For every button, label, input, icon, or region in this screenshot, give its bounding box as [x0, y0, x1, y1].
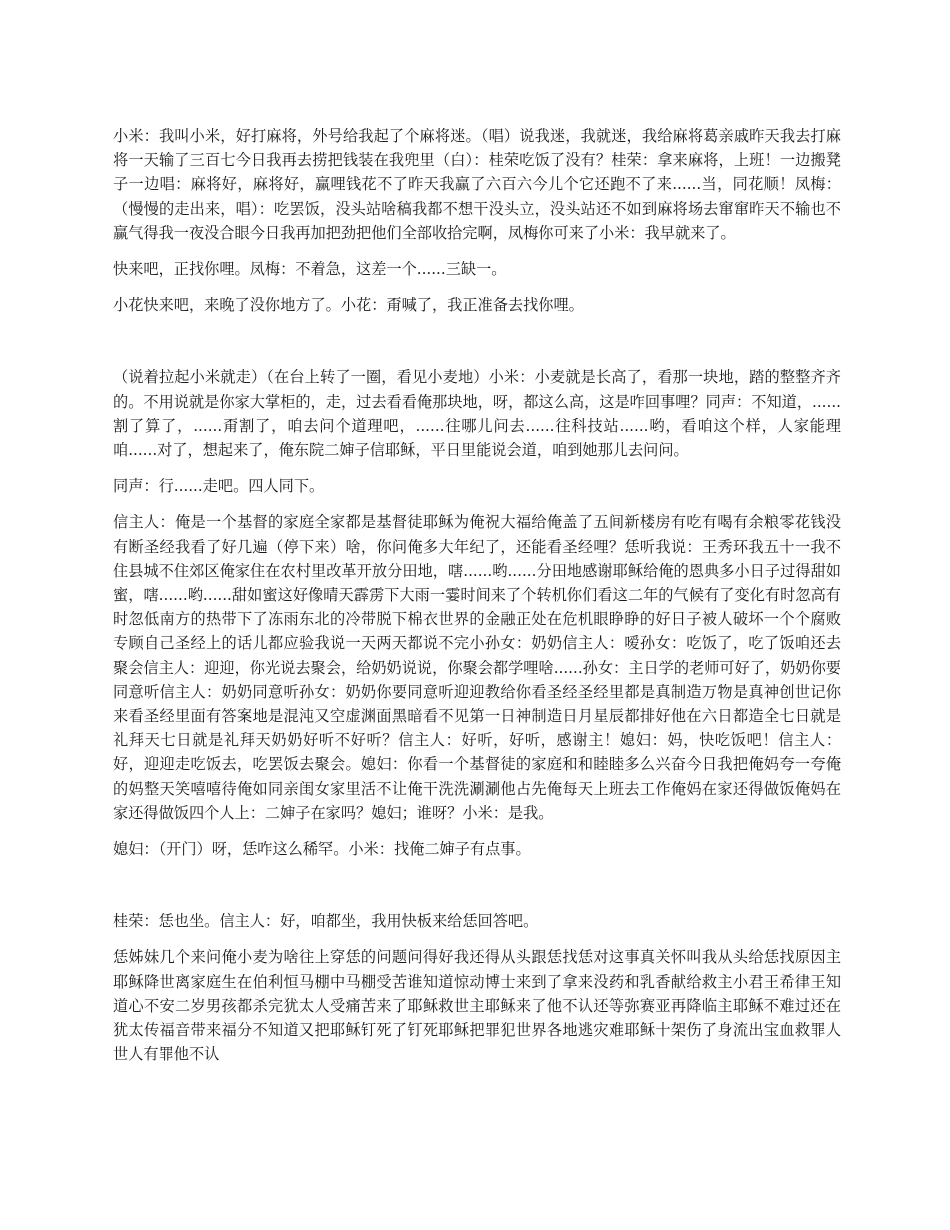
paragraph-6: 信主人：俺是一个基督的家庭全家都是基督徒耶稣为俺祝大福给俺盖了五间新楼房有吃有喝有余粮零花钱没有断圣经我看了好几遍（停下来）啥，你问俺多大年纪了，还能看圣经哩？恁听我说：王秀环我五十一我不住县城不住郊区俺家住在农村里改革开放分田地，嗐......哟......分田地感谢耶稣给俺的恩典多小日子过得甜如蜜，嗐......哟......甜如蜜这好像晴天霹雳下大雨一霎时间来了个转机你们看这二年的气候有了变化有时忽高有时忽低南方的热带下了冻雨东北的冷带脱下棉衣世界的金融正处在危机眼睁睁的好日子被人破坏一个个腐败专顾自己圣经上的话儿都应验我说一天两天都说不完小孙女：奶奶信主人：嗳孙女：吃饭了，吃了饭咱还去聚会信主人：迎迎，你光说去聚会，给奶奶说说，你聚会都学哩啥......孙女：主日学的老师可好了，奶奶你要同意听信主人：奶奶同意听孙女：奶奶你要同意听迎迎教给你看圣经圣经里都是真制造万物是真神创世记你来看圣经里面有答案地是混沌又空虚渊面黑暗看不见第一日神制造日月星辰都排好他在六日都造全七日就是礼拜天七日就是礼拜天奶奶好听不好听？信主人：好听，好听，感谢主！媳妇：妈，快吃饭吧！信主人：好，迎迎走吃饭去，吃罢饭去聚会。媳妇：你看一个基督徒的家庭和和睦睦多么兴奋今日我把俺妈夸一夸俺的妈整天笑嘻嘻待俺如同亲闺女家里活不让俺干洗洗涮涮他占先俺每天上班去工作俺妈在家还得做饭俺妈在家还得做饭四个人上：二婶子在家吗？媳妇；谁呀？小米：是我。	[113, 513, 841, 822]
document-page	[113, 124, 841, 1079]
paragraph-3: 小花快来吧，来晚了没你地方了。小花：甭喊了，我正准备去找你哩。	[113, 296, 584, 315]
paragraph-1: 小米：我叫小米，好打麻将，外号给我起了个麻将迷。（唱）说我迷，我就迷，我给麻将葛亲戚昨天我去打麻将一天输了三百七今日我再去捞把钱装在我兜里（白）：桂荣吃饭了没有？桂荣：拿来麻将，上班！一边搬凳子一边唱：麻将好，麻将好，赢哩钱花不了昨天我赢了六百六今儿个它还跑不了来......当，同花顺！凤梅：（慢慢的走出来，唱）：吃罢饭，没头站啥稿我都不想干没头立，没头站还不如到麻将场去窜窜昨天不输也不赢气得我一夜没合眼今日我再加把劲把他们全部收拾完啊，凤梅你可来了小米：我早就来了。	[113, 127, 841, 242]
paragraph-9: 恁姊妹几个来问俺小麦为啥往上穿恁的问题问得好我还得从头跟恁找恁对这事真关怀叫我从头给恁找原因主耶稣降世离家庭生在伯利恒马棚中马棚受苦谁知道惊动博士来到了拿来没药和乳香献给救主小君王希律王知道心不安二岁男孩都杀完犹太人受痛苦来了耶稣救世主耶稣来了他不认还等弥赛亚再降临主耶稣不难过还在犹太传福音带来福分不知道又把耶稣钉死了钉死耶稣把罪犯世界各地逃灾难耶稣十架伤了身流出宝血救罪人世人有罪他不认	[113, 948, 841, 1064]
paragraph-2: 快来吧，正找你哩。凤梅：不着急，这差一个......三缺一。	[113, 260, 507, 279]
section-gap	[113, 873, 841, 909]
paragraph-8: 桂荣：恁也坐。信主人：好，咱都坐，我用快板来给恁回答吧。	[113, 912, 539, 931]
paragraph-5: 同声：行......走吧。四人同下。	[113, 477, 325, 496]
section-gap	[113, 329, 841, 365]
paragraph-7: 媳妇：（开门）呀，恁咋这么稀罕。小米：找俺二婶子有点事。	[113, 840, 531, 859]
paragraph-4: （说着拉起小米就走）（在台上转了一圈，看见小麦地）小米：小麦就是长高了，看那一块地，踏的整整齐齐的。不用说就是你家大掌柜的，走，过去看看俺那块地，呀，都这么高，这是咋回事哩？同声：不知道，......割了算了，......甭割了，咱去问个道理吧，......往哪儿问去......往科技站......哟，看咱这个样，人家能理咱......对了，想起来了，俺东院二婶子信耶稣，平日里能说会道，咱到她那儿去问问。	[113, 368, 841, 460]
